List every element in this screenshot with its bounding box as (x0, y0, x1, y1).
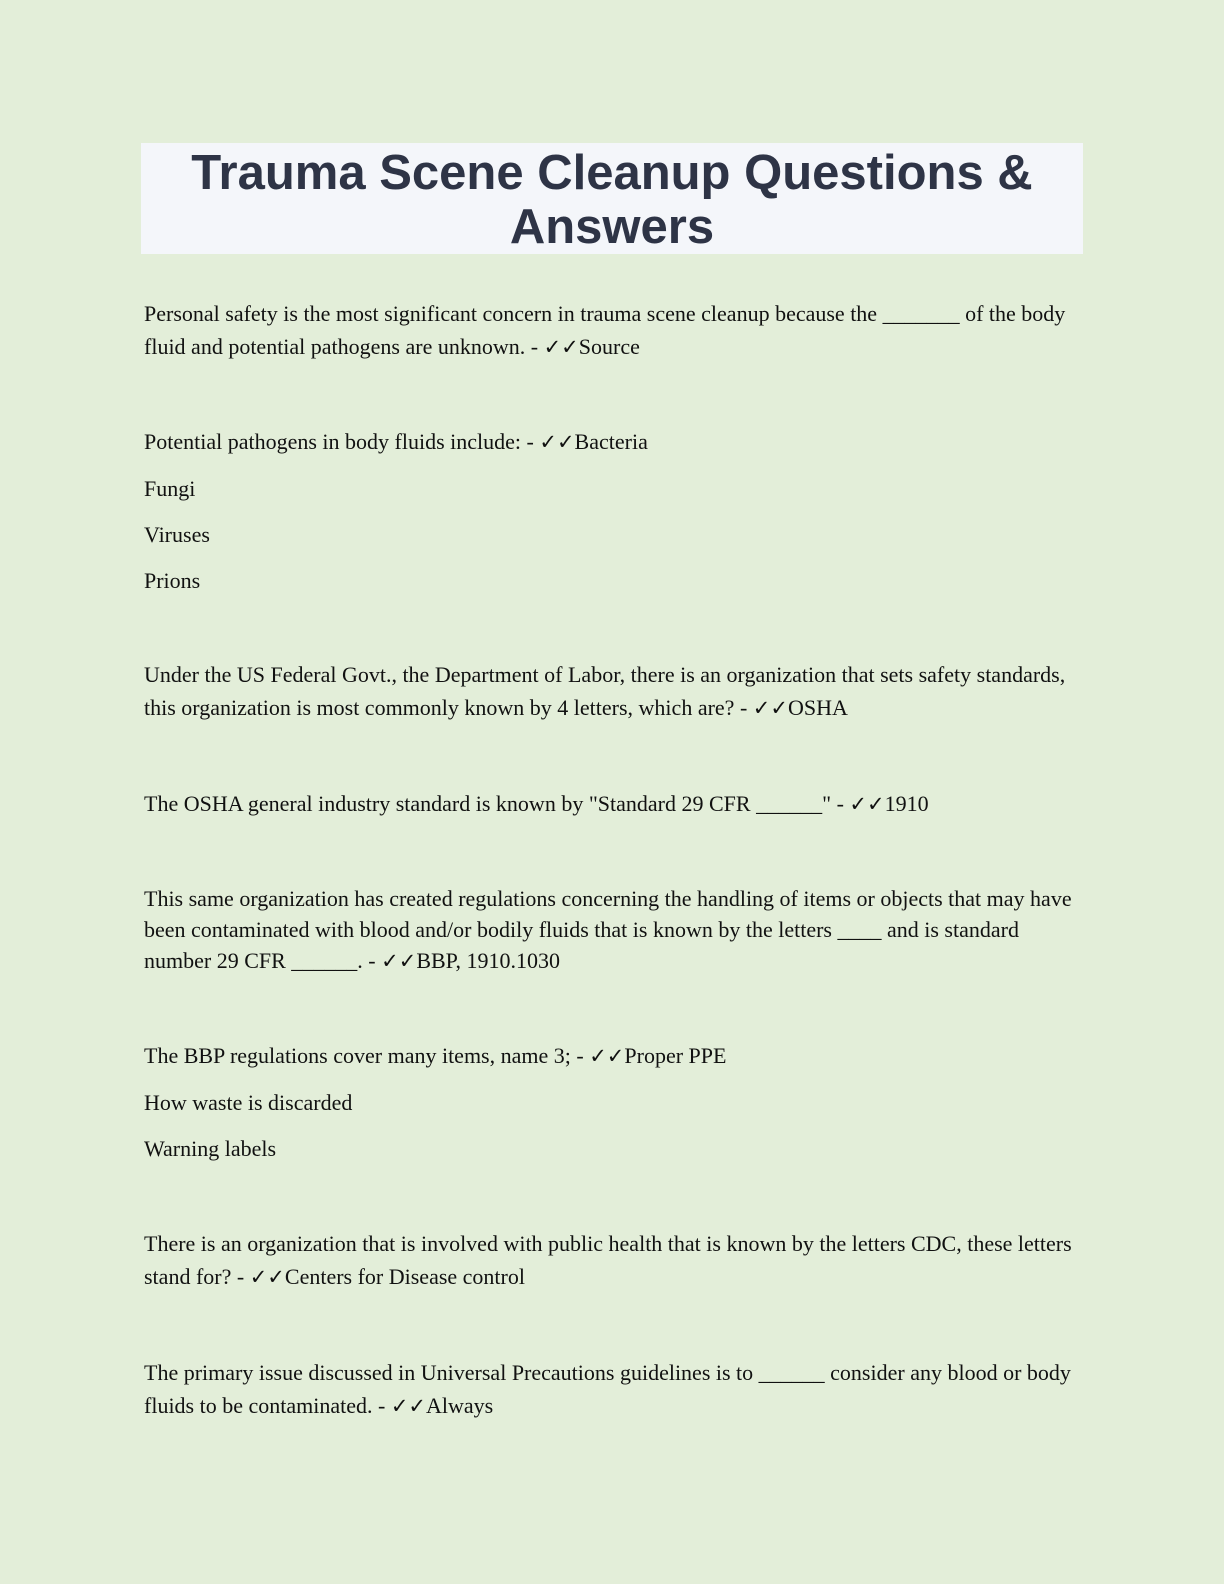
question-text (144, 658, 1084, 725)
question-text (144, 1039, 1084, 1073)
double-check-icon: ✓✓ (539, 430, 575, 454)
answer: Bacteria (574, 429, 648, 454)
answer: 1910 (884, 791, 929, 816)
answer-line: Fungi (144, 476, 196, 501)
separator: - (831, 791, 850, 816)
double-check-icon: ✓✓ (849, 792, 885, 816)
double-check-icon: ✓✓ (249, 1265, 285, 1289)
separator: - (734, 695, 753, 720)
double-check-icon: ✓✓ (381, 949, 417, 973)
answer: Source (578, 334, 640, 359)
question-text (144, 883, 1084, 977)
qa-list (144, 297, 1084, 1423)
question: The primary issue discussed in Universal Precautions guidelines is to ______ consider any blood or body fluids to be contaminated. (144, 1360, 1071, 1418)
qa-item-1 (144, 297, 1084, 364)
question: Under the US Federal Govt., the Department of Labor, there is an organization that sets safety standards, this organization is most commonly known by 4 letters, which are? (144, 662, 1066, 720)
answer-line: Warning labels (144, 1136, 277, 1161)
double-check-icon: ✓✓ (752, 696, 788, 720)
title-banner (141, 143, 1083, 254)
answer: Centers for Disease control (284, 1264, 525, 1289)
question-text (144, 297, 1084, 364)
separator: - (231, 1264, 250, 1289)
answer-line: Viruses (144, 522, 210, 547)
question: There is an organization that is involved with public health that is known by the letters CDC, these letters stand for? (144, 1231, 1072, 1289)
answer: BBP, 1910.1030 (416, 948, 560, 973)
answer-line: How waste is discarded (144, 1090, 353, 1115)
qa-item-7 (144, 1227, 1084, 1294)
question-text (144, 1356, 1084, 1423)
question: Personal safety is the most significant concern in trauma scene cleanup because the _______ of the body fluid and potential pathogens are unknown. (144, 301, 1066, 359)
question: The BBP regulations cover many items, name 3; (144, 1043, 571, 1068)
double-check-icon: ✓✓ (543, 335, 579, 359)
question: The OSHA general industry standard is known by "Standard 29 CFR ______" (144, 791, 832, 816)
question: Potential pathogens in body fluids include: (144, 429, 522, 454)
separator: - (525, 334, 544, 359)
qa-item-2 (144, 425, 1084, 597)
separator: - (570, 1043, 590, 1068)
double-check-icon: ✓✓ (589, 1044, 625, 1068)
question: This same organization has created regulations concerning the handling of items or objects that may have been contaminated with blood and/or bodily fluids that is known by the letters ____ and is standard number 29 CFR ______. (144, 886, 1072, 973)
question-text (144, 1227, 1084, 1294)
page-title: Trauma Scene Cleanup Questions & Answers (191, 146, 1033, 254)
question-text (144, 425, 1084, 459)
answer: Proper PPE (624, 1043, 727, 1068)
qa-item-8 (144, 1356, 1084, 1423)
double-check-icon: ✓✓ (390, 1394, 427, 1418)
answer: Always (426, 1393, 494, 1418)
answer-line: Prions (144, 568, 201, 593)
separator: - (521, 429, 540, 454)
qa-item-4 (144, 787, 1084, 821)
separator: - (362, 948, 382, 973)
qa-item-5 (144, 883, 1084, 977)
question-text (144, 787, 1084, 821)
qa-item-3 (144, 658, 1084, 725)
separator: - (372, 1393, 391, 1418)
answer: OSHA (787, 695, 848, 720)
qa-item-6 (144, 1039, 1084, 1165)
